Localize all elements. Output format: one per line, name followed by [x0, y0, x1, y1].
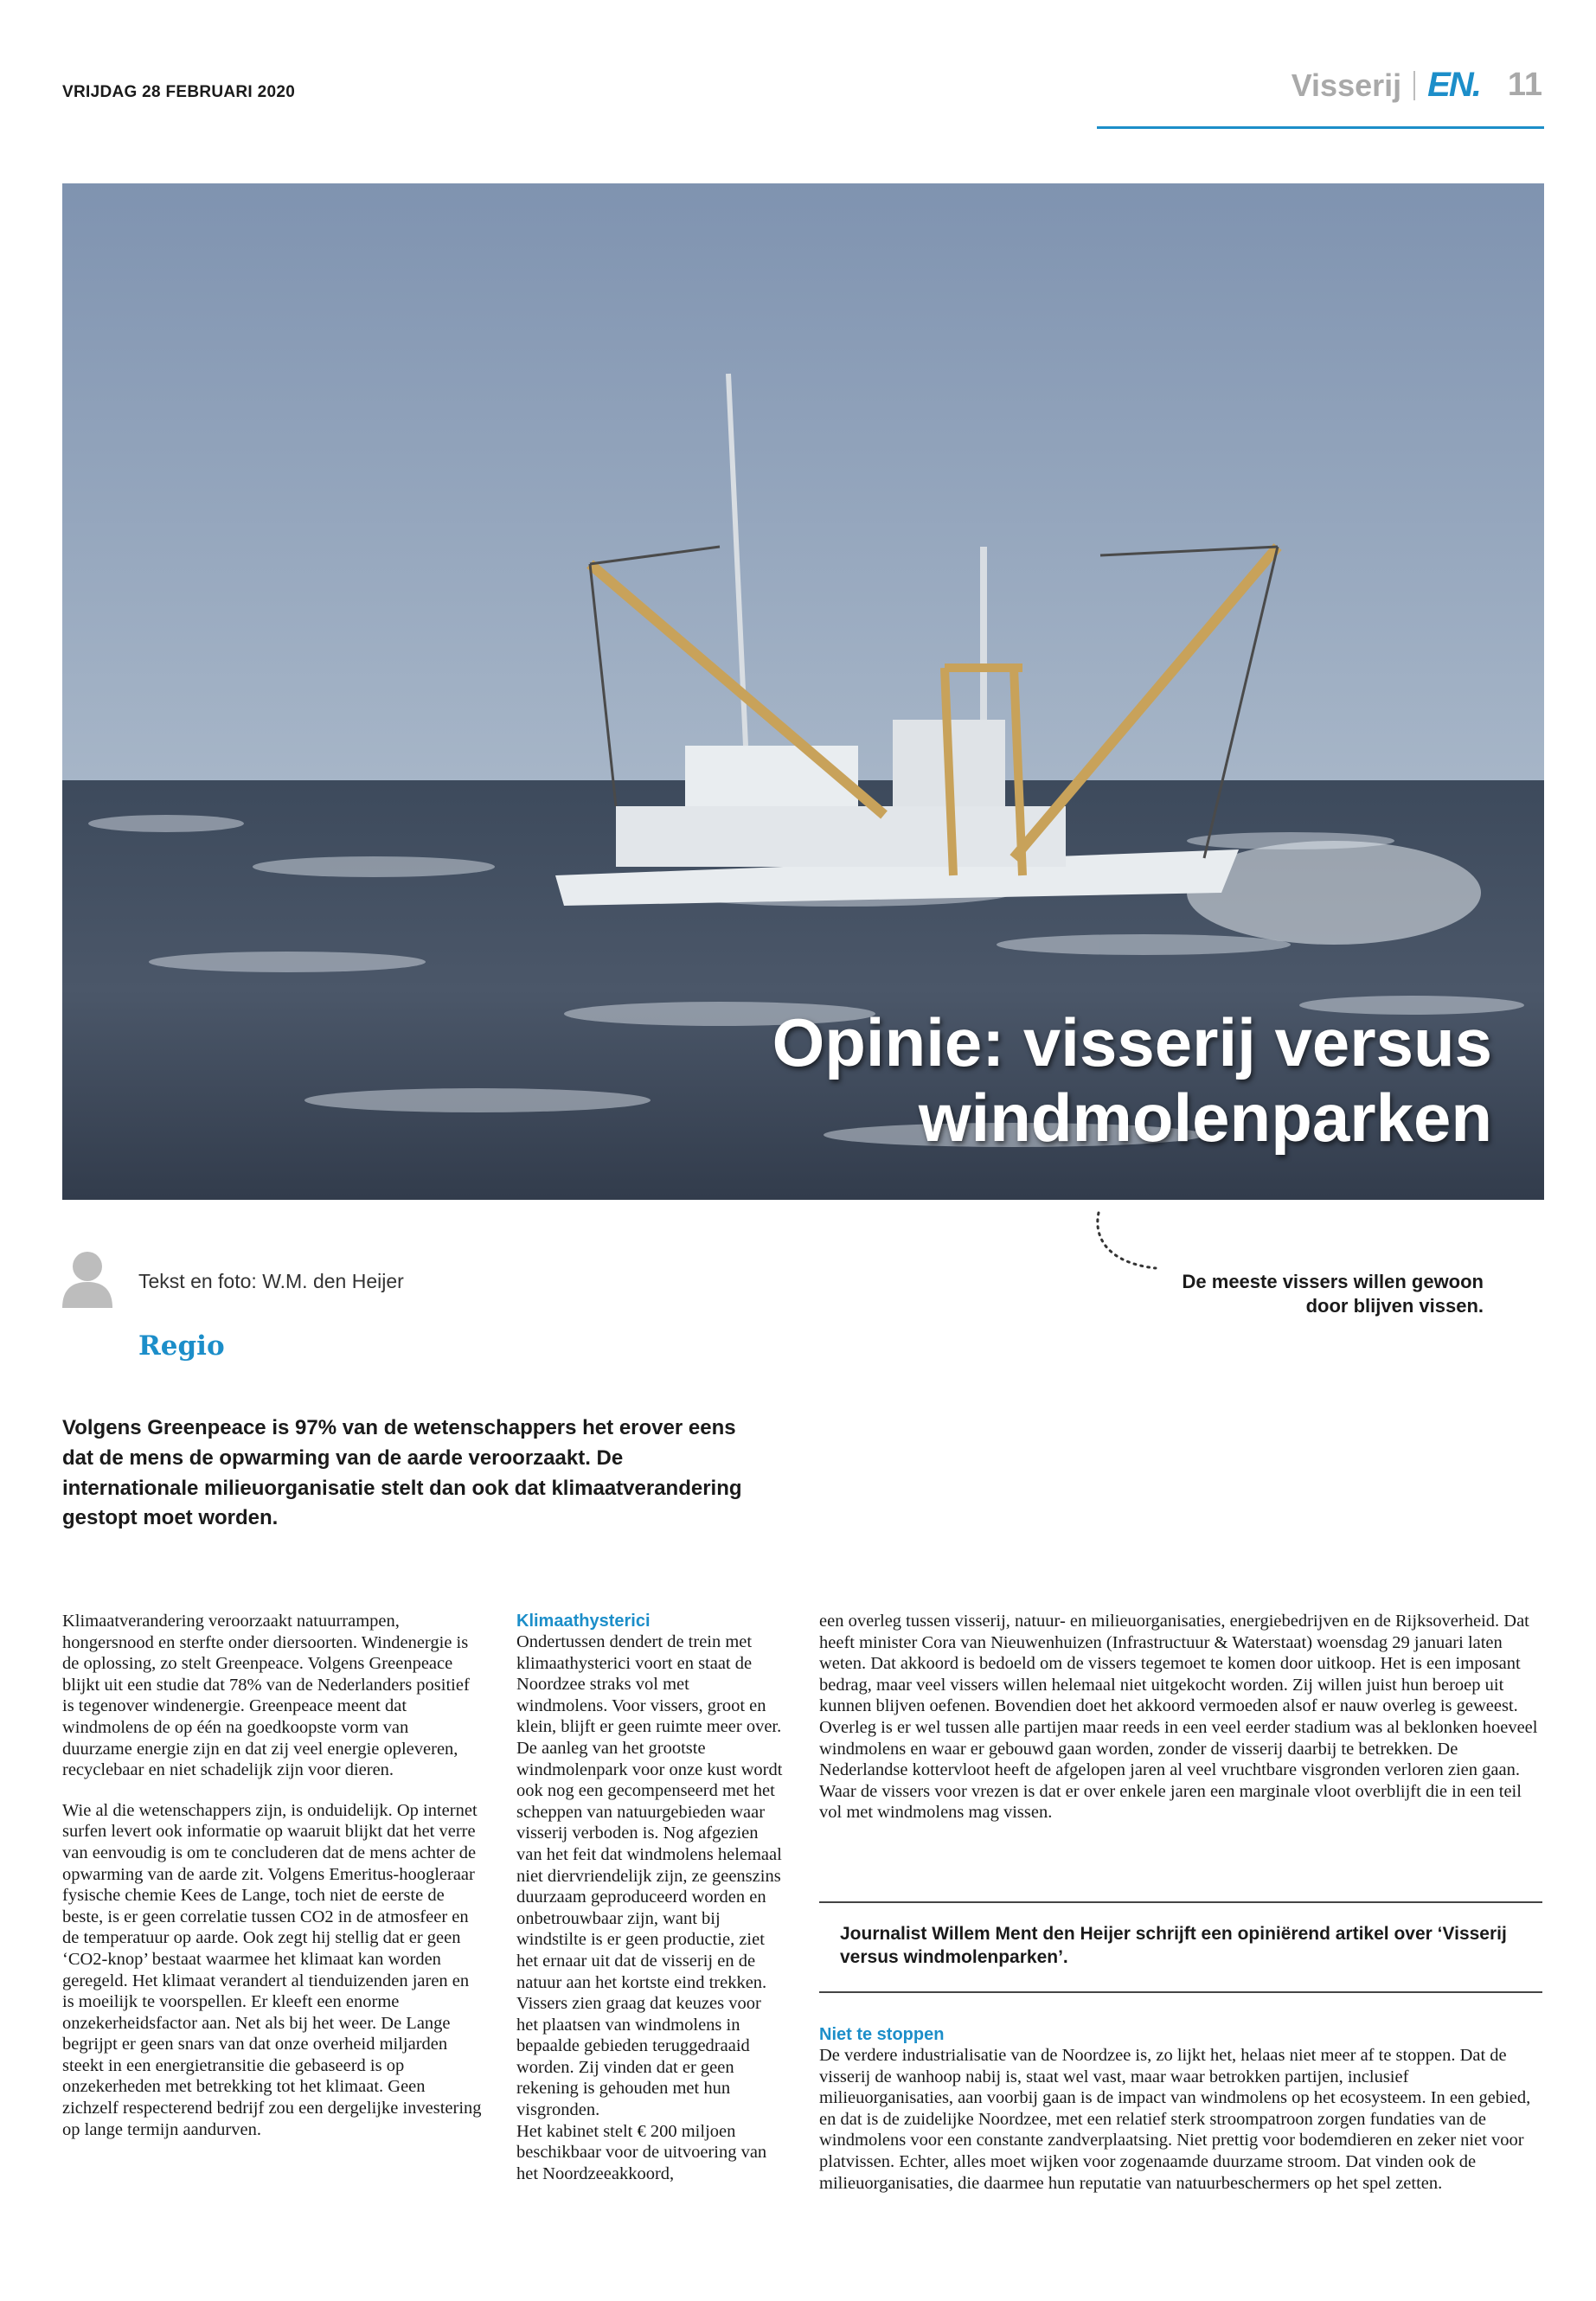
- subheading-niet-te-stoppen: Niet te stoppen: [819, 2025, 945, 2044]
- article-column-3-continued: [819, 2024, 1542, 2213]
- paragraph: De verdere industrialisatie van de Noordzee is, zo lijkt het, helaas niet meer af te stoppen. Dat de visserij de wanhoop nabij is, staat wel vast, maar waar betrokken partijen, inclusief milieuorganisaties, aan voorbij gaan is de impact van windmolens op het ecosysteem. In een gebied, en dat is de zuidelijke Noordzee, met een relatief sterk stroompatroon zorgen fundaties van de windmolens voor een constante zandverplaatsing. Niet prettig voor bodemdieren en zeker niet voor platvissen. Echter, alles moet wijken voor zogenaamde duurzame stroom. Dat vinden ook de milieuorganisaties, die daarmee hun reputatie van natuurbeschermers op het spel zetten.: [819, 2046, 1531, 2193]
- article-column-3: [819, 1611, 1542, 1843]
- author-avatar-icon: [62, 1249, 112, 1308]
- headline-line-1: Opinie: visserij versus: [772, 1004, 1492, 1080]
- article-headline: [772, 1005, 1492, 1157]
- pullquote-pointer-icon: [1090, 1211, 1159, 1280]
- paragraph: Het kabinet stelt € 200 miljoen beschikbaar voor de uitvoering van het Noordzeeakkoord,: [516, 2121, 767, 2183]
- headline-line-2: windmolenparken: [918, 1080, 1492, 1157]
- page-number: 11: [1507, 67, 1542, 103]
- byline: Tekst en foto: W.M. den Heijer: [138, 1270, 404, 1292]
- author-info-box: [819, 1901, 1542, 1993]
- region-label: Regio: [138, 1330, 225, 1362]
- hero-photo: [62, 183, 1544, 1200]
- subheading-klimaathysterici: Klimaathysterici: [516, 1612, 651, 1631]
- masthead-divider: [1413, 71, 1415, 100]
- issue-date: VRIJDAG 28 FEBRUARI 2020: [62, 83, 296, 101]
- pull-quote-line-2: door blijven vissen.: [1305, 1294, 1484, 1317]
- article-intro: Volgens Greenpeace is 97% van de wetenschappers het erover eens dat de mens de opwarming van de aarde veroorzaakt. De internationale milieuorganisatie stelt dan ook dat klimaatverandering gestopt moet worden.: [62, 1416, 742, 1530]
- masthead: [1292, 66, 1542, 105]
- masthead-rule: [1097, 126, 1544, 129]
- section-name: Visserij: [1291, 67, 1402, 103]
- brand-logo: EN.: [1427, 66, 1480, 104]
- article-column-1: [62, 1611, 483, 2159]
- article-column-2: [516, 1611, 783, 2203]
- pull-quote: [1183, 1270, 1484, 1317]
- paragraph: Ondertussen dendert de trein met klimaathysterici voort en staat de Noordzee straks vol met windmolens. Voor vissers, groot en klein, blijft er geen ruimte meer over. De aanleg van het grootste windmolenpark voor onze kust wordt ook nog een gecompenseerd met het scheppen van natuurgebieden waar visserij verboden is. Nog afgezien van het feit dat windmolens helemaal niet diervriendelijk zijn, ze geenszins duurzaam geproduceerd worden en onbetrouwbaar zijn, want bij windstilte is er geen productie, ziet het ernaar uit dat de visserij en de natuur aan het kortste eind trekken. Vissers zien graag dat keuzes voor het plaatsen van windmolens in bepaalde gebieden teruggedraaid worden. Zij vinden dat er geen rekening is gehouden met hun visgronden.: [516, 1632, 783, 2120]
- author-info-text: Journalist Willem Ment den Heijer schrijft een opiniërend artikel over ‘Visserij versus windmolenparken’.: [840, 1924, 1507, 1968]
- paragraph: Klimaatverandering veroorzaakt natuurrampen, hongersnood en sterfte onder diersoorten. Windenergie is de oplossing, zo stelt Greenpeace. Volgens Greenpeace blijkt uit een studie dat 78% van de Nederlanders positief is tegenover windenergie. Greenpeace meent dat windmolens de op één na goedkoopste vorm van duurzame energie zijn en dat zij veel energie opleveren, recyclebaar en niet schadelijk zijn voor dieren.: [62, 1612, 470, 1780]
- pull-quote-line-1: De meeste vissers willen gewoon: [1182, 1271, 1484, 1292]
- paragraph: een overleg tussen visserij, natuur- en milieuorganisaties, energiebedrijven en de Rijksoverheid. Dat heeft minister Cora van Nieuwenhuizen (Infrastructuur & Waterstaat) woensdag 29 januari laten weten. Dat akkoord is bedoeld om de vissers tegemoet te komen door uitkoop. Het is een imposant bedrag, maar veel vissers willen helemaal niet uitgekocht worden. Zij willen juist hun beroep uit kunnen blijven oefenen. Bovendien doet het akkoord vermoeden alsof er nauw overleg is geweest. Overleg is er wel tussen alle partijen maar reeds in een veel eerder stadium was al beklonken hoeveel windmolens en waar er gebouwd gaan worden, zonder de visserij daarbij te betrekken. De Nederlandse kottervloot heeft de afgelopen jaren al veel vruchtbare visgronden verloren zien gaan. Waar de vissers voor vrezen is dat er over enkele jaren een marginale vloot overblijft die in een teil vol met windmolens mag vissen.: [819, 1612, 1538, 1823]
- paragraph: Wie al die wetenschappers zijn, is onduidelijk. Op internet surfen levert ook informatie op waaruit blijkt dat het verre van eenvoudig is om te concluderen dat de mens achter de opwarming van de aarde zit. Volgens Emeritus-hoogleraar fysische chemie Kees de Lange, toch niet de eerste de beste, is er geen correlatie tussen CO2 in de atmosfeer en de temperatuur op aarde. Ook zegt hij stellig dat er geen ‘CO2-knop’ bestaat waarmee het klimaat kan worden geregeld. Het klimaat verandert al tienduizenden jaren en is moeilijk te voorspellen. Er kleeft een enorme onzekerheidsfactor aan. Net als bij het weer. De Lange begrijpt er geen snars van dat onze overheid miljarden steekt in een energietransitie die gebaseerd is op onzekerheden met betrekking tot het klimaat. Geen zichzelf respecterend bedrijf zou een dergelijke investering op lange termijn aandurven.: [62, 1800, 482, 2139]
